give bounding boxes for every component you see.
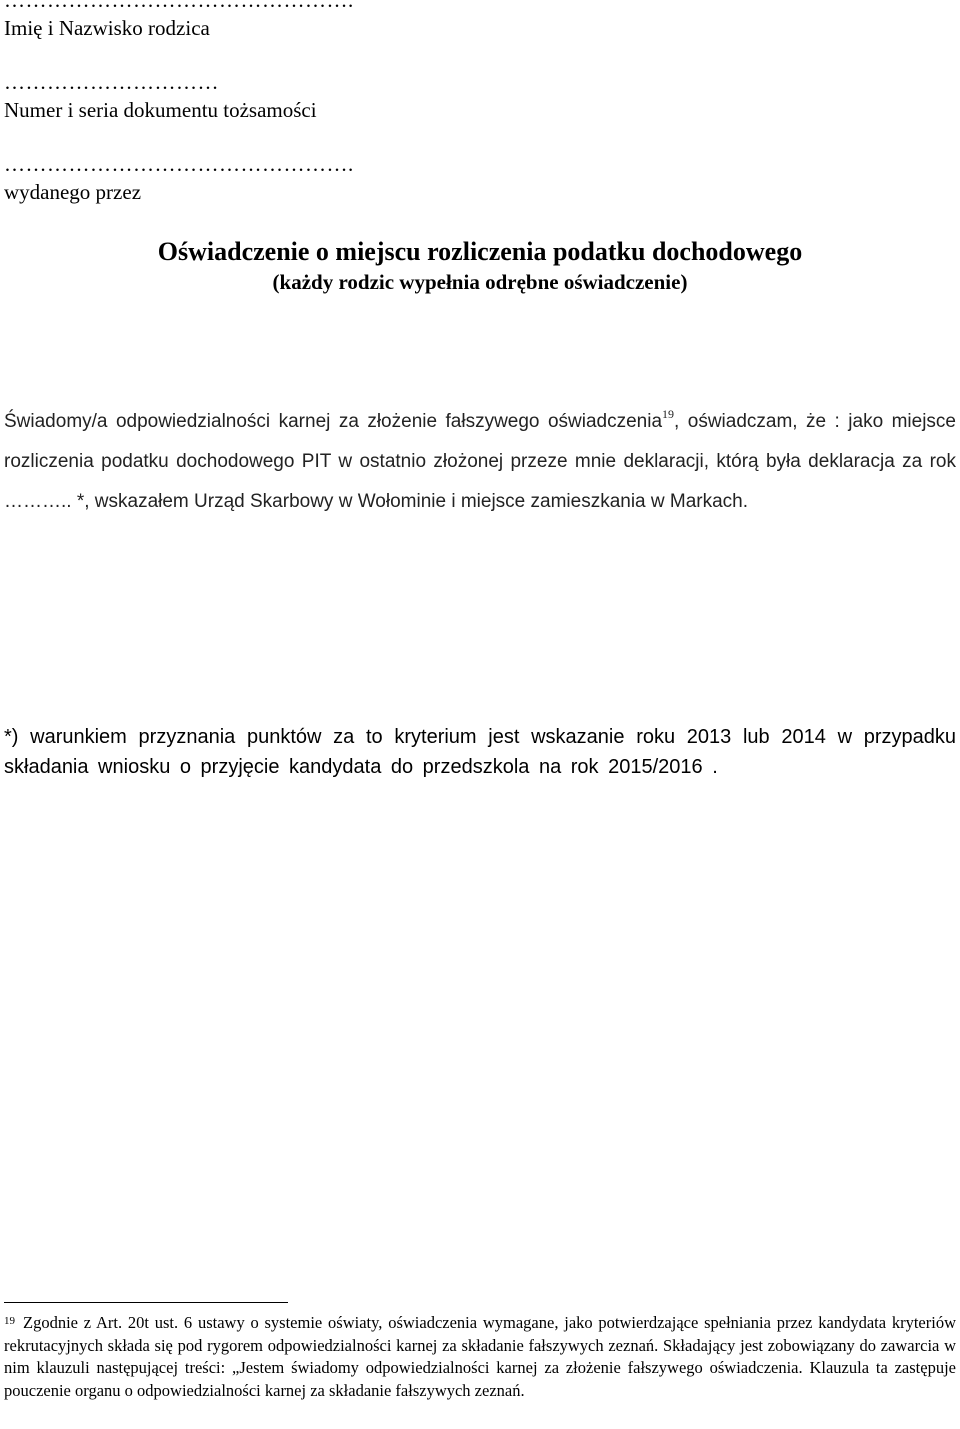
document-number-field: [4, 70, 317, 123]
parent-name-dotted-line: ………………………………………….: [4, 0, 354, 12]
footnote-text: Zgodnie z Art. 20t ust. 6 ustawy o systemie oświaty, oświadczenia wymagane, jako potwierdzające spełniania przez kandydata kryteriów rekrutacyjnych składa się pod rygorem odpowiedzialności karnej za składanie fałszywych zeznań. Składający jest zobowiązany do zawarcia w nim klauzuli następującej treści: „Jestem świadomy odpowiedzialności karnej za złożenie fałszywego oświadczenia. Klauzula ta zastępuje pouczenie organu o odpowiedzialności karnej za składanie fałszywych zeznań.: [4, 1313, 956, 1400]
footnote-reference: 19: [662, 407, 675, 421]
statement-part-2: , oświadczam, że : jako miejsce rozliczenia podatku dochodowego PIT w ostatnio złożonej przeze mnie deklaracji, którą była deklaracja za rok: [4, 411, 956, 472]
declaration-statement: [4, 402, 956, 522]
document-heading: [0, 236, 960, 296]
issuer-field: [4, 152, 354, 205]
footnote-number: 19: [4, 1315, 15, 1327]
issuer-dotted-line: ………………………………………….: [4, 152, 354, 176]
asterisk-note: *) warunkiem przyznania punktów za to kryterium jest wskazanie roku 2013 lub 2014 w przypadku składania wniosku o przyjęcie kandydata do przedszkola na rok 2015/2016 .: [4, 726, 956, 778]
footnote-separator: [4, 1302, 288, 1303]
statement-part-1: Świadomy/a odpowiedzialności karnej za złożenie fałszywego oświadczenia: [4, 411, 663, 432]
document-title: Oświadczenie o miejscu rozliczenia podatku dochodowego: [157, 237, 803, 266]
parent-name-label: Imię i Nazwisko rodzica: [4, 16, 210, 40]
footnote: [4, 1312, 956, 1402]
parent-name-field: [4, 0, 354, 41]
issuer-label: wydanego przez: [4, 180, 142, 204]
year-dotted-line: ……….: [4, 491, 67, 512]
document-subtitle: (każdy rodzic wypełnia odrębne oświadczenie): [272, 270, 688, 294]
statement-part-3: . *, wskazałem Urząd Skarbowy w Wołominie i miejsce zamieszkania w Markach.: [66, 491, 749, 512]
document-number-dotted-line: …………………………: [4, 70, 219, 94]
document-number-label: Numer i seria dokumentu tożsamości: [4, 98, 317, 122]
